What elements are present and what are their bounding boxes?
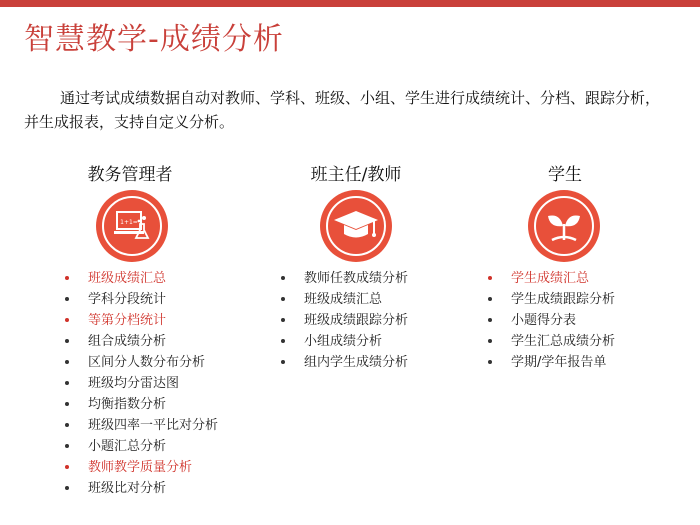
list-item: 学生成绩跟踪分析	[487, 289, 615, 310]
column-heading-admin: 教务管理者	[87, 165, 173, 185]
list-item: 区间分人数分布分析	[64, 352, 218, 373]
column-heading-teacher: 班主任/教师	[310, 165, 402, 185]
list-item: 小题汇总分析	[64, 436, 218, 457]
list-item: 等第分档统计	[64, 310, 218, 331]
svg-text:1+1=: 1+1=	[120, 219, 138, 226]
student-feature-list	[487, 268, 615, 373]
list-item: 班级四率一平比对分析	[64, 415, 218, 436]
list-item: 班级均分雷达图	[64, 373, 218, 394]
list-item: 班级成绩汇总	[280, 289, 408, 310]
teacher-feature-list	[280, 268, 408, 373]
list-item: 均衡指数分析	[64, 394, 218, 415]
intro-paragraph: 通过考试成绩数据自动对教师、学科、班级、小组、学生进行成绩统计、分档、跟踪分析，并生成报表，支持自定义分析。	[24, 89, 661, 131]
top-accent-bar	[0, 0, 700, 7]
list-item: 组内学生成绩分析	[280, 352, 408, 373]
list-item: 班级成绩跟踪分析	[280, 310, 408, 331]
graduation-cap-icon	[320, 190, 392, 262]
list-item: 教师任教成绩分析	[280, 268, 408, 289]
list-item: 组合成绩分析	[64, 331, 218, 352]
list-item: 学生成绩汇总	[487, 268, 615, 289]
page-title: 智慧教学-成绩分析	[24, 22, 284, 57]
list-item: 学期/学年报告单	[487, 352, 615, 373]
list-item: 小题得分表	[487, 310, 615, 331]
list-item: 学生汇总成绩分析	[487, 331, 615, 352]
admin-feature-list	[64, 268, 218, 499]
sprout-icon	[528, 190, 600, 262]
column-heading-student: 学生	[548, 165, 582, 185]
list-item: 教师教学质量分析	[64, 457, 218, 478]
list-item: 小组成绩分析	[280, 331, 408, 352]
classroom-board-icon	[96, 190, 168, 262]
list-item: 班级比对分析	[64, 478, 218, 499]
list-item: 班级成绩汇总	[64, 268, 218, 289]
list-item: 学科分段统计	[64, 289, 218, 310]
